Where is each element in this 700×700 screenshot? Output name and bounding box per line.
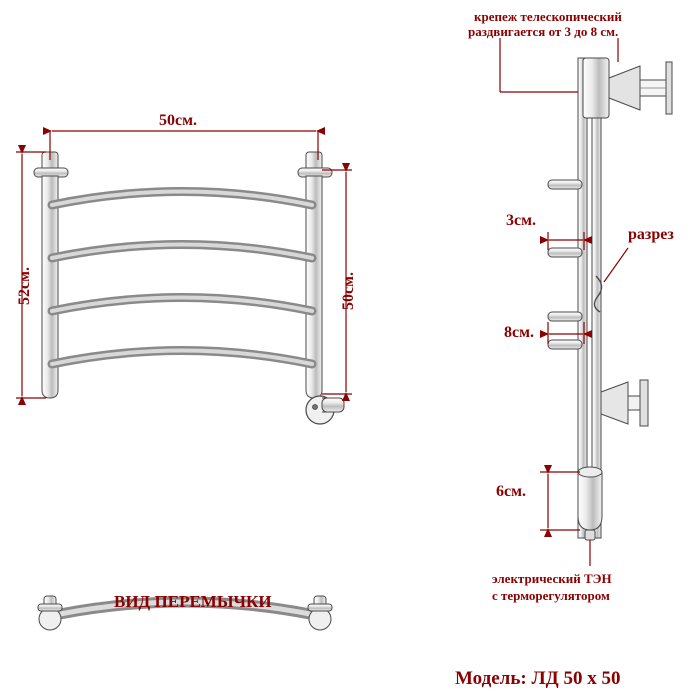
heater-note-line1: электрический ТЭН [492,571,612,586]
heater-length-label: 6см. [496,483,526,500]
front-view-drawing [34,152,344,424]
side-view-drawing [548,58,672,540]
cut-label: разрез [628,226,674,243]
front-height-right-label: 50см. [340,272,357,310]
heater-note-line2: с терморегулятором [492,588,610,603]
front-height-left-label: 52см. [16,267,33,305]
model-title: Модель: ЛД 50 х 50 [455,668,621,689]
depth-small-label: 3см. [506,212,536,229]
front-width-label: 50см. [159,112,197,129]
bridge-view-label: ВИД ПЕРЕМЫЧКИ [114,592,272,611]
bracket-note-line1: крепеж телескопический [474,9,622,24]
bracket-note-line2: раздвигается от 3 до 8 см. [468,24,619,39]
depth-large-label: 8см. [504,324,534,341]
